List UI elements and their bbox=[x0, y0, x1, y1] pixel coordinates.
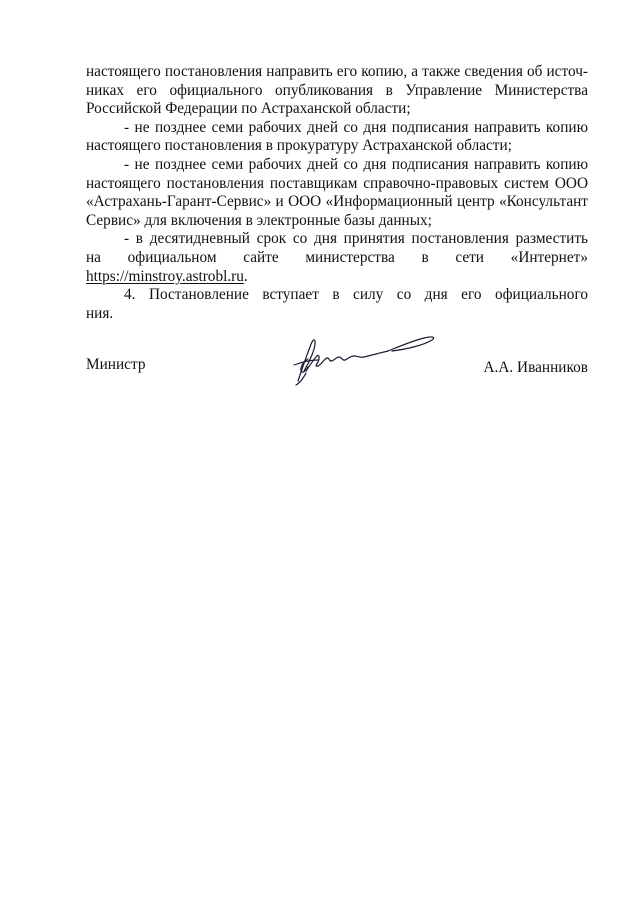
signature-block bbox=[86, 325, 588, 395]
text-line: - в десятидневный срок со дня принятия постановления разместить bbox=[124, 230, 588, 248]
text-line: никах его официального опубликования в Управление Министерства bbox=[86, 81, 588, 99]
text-line: Российской Федерации по Астраханской области; bbox=[86, 100, 411, 118]
text-line: настоящего постановления поставщикам справочно-правовых систем ООО bbox=[86, 174, 588, 192]
text-line bbox=[86, 268, 588, 287]
text-line: настоящего постановления в прокуратуру Астраханской области; bbox=[86, 137, 512, 155]
document-body bbox=[86, 63, 588, 323]
text-line: «Астрахань-Гарант-Сервис» и ООО «Информационный центр «Консультант bbox=[86, 193, 588, 211]
link-trailing-period: . bbox=[243, 267, 248, 285]
text-line: на официальном сайте министерства в сети «Интернет» bbox=[86, 248, 588, 266]
website-link[interactable]: https://minstroy.astrobl.ru bbox=[86, 267, 244, 285]
text-line: - не позднее семи рабочих дней со дня подписания направить копию bbox=[124, 118, 588, 136]
signatory-name: А.А. Иванников bbox=[483, 359, 588, 376]
text-line: ния. bbox=[86, 304, 114, 322]
text-line: - не позднее семи рабочих дней со дня подписания направить копию bbox=[124, 155, 588, 173]
text-line: 4. Постановление вступает в силу со дня его официального bbox=[124, 286, 588, 304]
signatory-title: Министр bbox=[86, 356, 146, 373]
text-line: настоящего постановления направить его копию, а также сведения об источ- bbox=[86, 63, 588, 80]
text-line: Сервис» для включения в электронные базы данных; bbox=[86, 211, 432, 229]
handwritten-signature bbox=[284, 325, 444, 391]
